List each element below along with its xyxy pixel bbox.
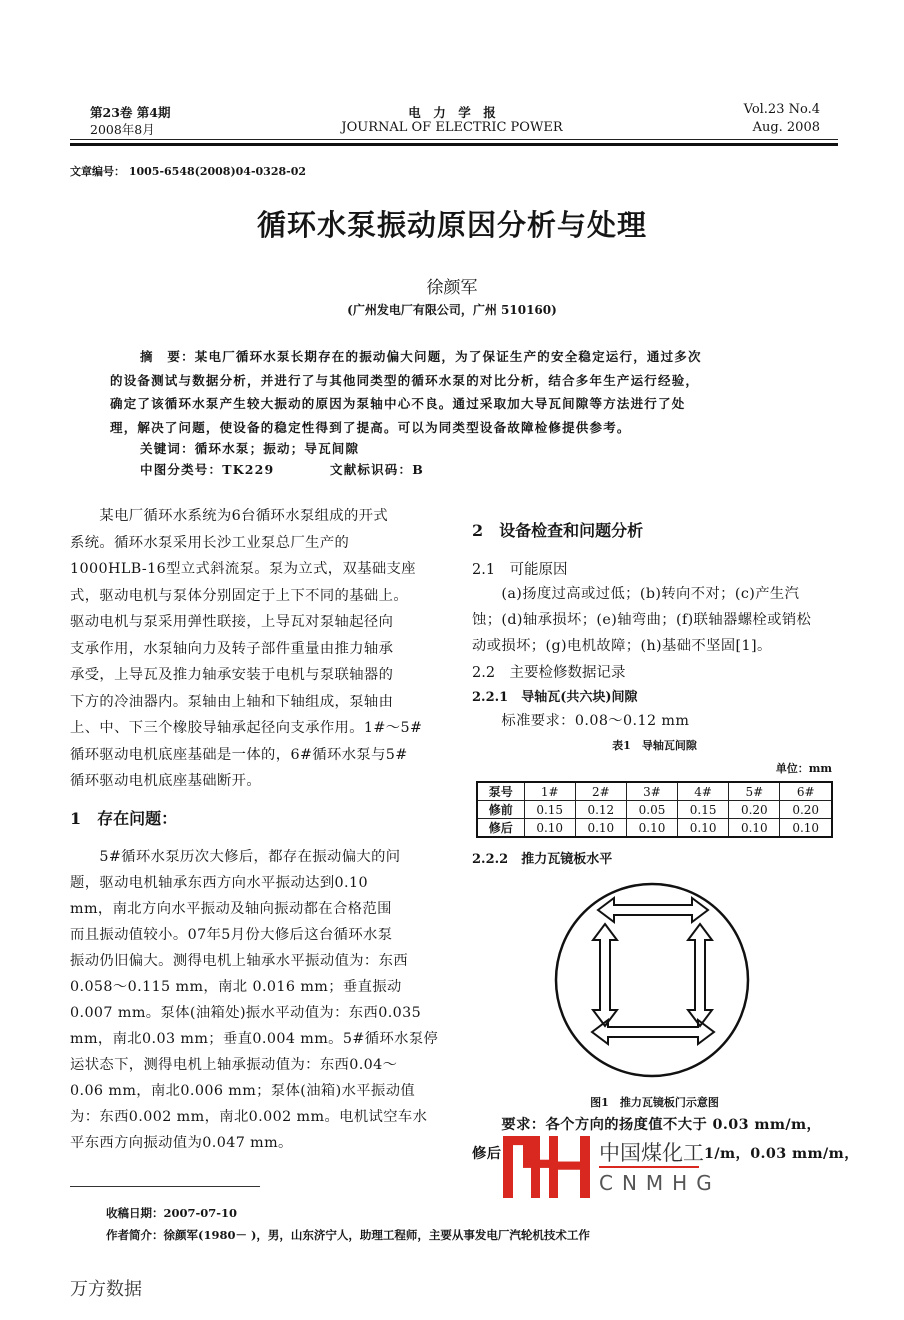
- table-cell: 修后: [477, 819, 524, 838]
- table-cell: 0.12: [575, 801, 626, 819]
- table-row: [477, 819, 832, 838]
- table-header-cell: 5#: [729, 782, 780, 801]
- section-2-heading: 2 设备检查和问题分析: [472, 521, 644, 540]
- body-text-line: 为：东西0.002 mm，南北0.002 mm。电机试空车水: [70, 1109, 428, 1125]
- body-text-line: 支承作用，水泵轴向力及转子部件重量由推力轴承: [70, 640, 394, 657]
- received-date: 收稿日期：2007-07-10: [106, 1206, 238, 1220]
- body-text-line: 驱动电机与泵采用弹性联接，上导瓦对泵轴起径向: [70, 614, 394, 630]
- body-text-line: 上、中、下三个橡胶导轴承起径向支承作用。1#～5#: [70, 720, 423, 736]
- body-text-line: 而且振动值较小。07年5月份大修后这台循环水泵: [70, 927, 393, 943]
- table-cell: 0.10: [780, 819, 832, 838]
- wanfang-data-mark: 万方数据: [70, 1279, 142, 1300]
- table-cell: 0.15: [524, 801, 575, 819]
- double-arrow-icon: [688, 924, 712, 1026]
- body-text-line: 某电厂循环水系统为6台循环水泵组成的开式: [70, 508, 389, 524]
- body-text-line: 式，驱动电机与泵体分别固定于上下不同的基础上。: [70, 587, 409, 604]
- table-header-cell: 泵号: [477, 782, 524, 801]
- table-cell: 修前: [477, 801, 524, 819]
- header-rule-thick: [70, 143, 838, 146]
- thrust-plate-circle: [556, 884, 748, 1076]
- table-cell: 0.15: [678, 801, 729, 819]
- affiliation: (广州发电厂有限公司，广州 510160): [347, 303, 557, 317]
- table-cell: 0.20: [780, 801, 832, 819]
- body-text-line: 振动仍旧偏大。测得电机上轴承水平振动值为：东西: [70, 953, 409, 969]
- after-repair-label: 修后: [472, 1146, 502, 1162]
- section-1-heading: 1 存在问题：: [70, 809, 178, 828]
- standard-requirement: 标准要求：0.08～0.12 mm: [472, 713, 690, 729]
- cnmhg-watermark-logo: [503, 1136, 721, 1198]
- body-text-line: 0.058～0.115 mm，南北 0.016 mm；垂直振动: [70, 979, 402, 995]
- table-cell: 0.10: [575, 819, 626, 838]
- table-header-row: [477, 782, 832, 801]
- figure-1-caption: 图1 推力瓦镜板门示意图: [590, 1096, 719, 1109]
- table-header-cell: 1#: [524, 782, 575, 801]
- footnote-rule: [70, 1186, 260, 1187]
- body-text-line: 平东西方向振动值为0.047 mm。: [70, 1135, 293, 1151]
- abstract-line: 的设备测试与数据分析，并进行了与其他同类型的循环水泵的对比分析，结合多年生产运行经验，: [110, 372, 700, 388]
- body-text-line: 循环驱动电机底座基础是一体的，6#循环水泵与5#: [70, 746, 408, 763]
- volume-en: Vol.23 No.4: [743, 102, 820, 117]
- section-2-2-1-heading: 2.2.1 导轴瓦(共六块)间隙: [472, 690, 638, 705]
- table-header-cell: 6#: [780, 782, 832, 801]
- table-cell: 0.10: [729, 819, 780, 838]
- after-repair-value: 1/m，0.03 mm/m，: [704, 1146, 859, 1162]
- table-1-unit: 单位：mm: [775, 762, 832, 775]
- double-arrow-icon: [592, 1020, 714, 1044]
- table-1: [476, 781, 833, 838]
- body-text-line: 题，驱动电机轴承东西方向水平振动达到0.10: [70, 875, 368, 891]
- figure-1-thrust-plate-diagram: [550, 880, 760, 1080]
- double-arrow-icon: [593, 924, 617, 1026]
- paper-title: 循环水泵振动原因分析与处理: [256, 208, 647, 242]
- journal-name-en: JOURNAL OF ELECTRIC POWER: [341, 120, 563, 135]
- abstract-line: 摘 要：某电厂循环水泵长期存在的振动偏大问题，为了保证生产的安全稳定运行，通过多次: [140, 349, 702, 364]
- classification-number: 中图分类号：TK229: [140, 462, 275, 477]
- body-text-line: 5#循环水泵历次大修后，都存在振动偏大的问: [70, 849, 401, 865]
- article-id: 文章编号： 1005-6548(2008)04-0328-02: [70, 165, 307, 178]
- body-text-line: 动或损坏；(g)电机故障；(h)基础不坚固[1]。: [472, 638, 772, 654]
- document-code: 文献标识码：B: [330, 462, 424, 477]
- date-en: Aug. 2008: [752, 120, 820, 135]
- body-text-line: (a)扬度过高或过低；(b)转向不对；(c)产生汽: [472, 586, 800, 602]
- abstract-line: 确定了该循环水泵产生较大振动的原因为泵轴中心不良。通过采取加大导瓦间隙等方法进行了处: [110, 396, 686, 411]
- body-text-line: 蚀；(d)轴承损坏；(e)轴弯曲；(f)联轴器螺栓或销松: [472, 612, 812, 628]
- table-row: [477, 801, 832, 819]
- section-2-2-heading: 2.2 主要检修数据记录: [472, 665, 626, 681]
- author-bio: 作者简介：徐颜军(1980－ )，男，山东济宁人，助理工程师，主要从事发电厂汽轮机技术工作: [106, 1228, 590, 1242]
- table-header-cell: 2#: [575, 782, 626, 801]
- table-cell: 0.10: [678, 819, 729, 838]
- logo-text-en: CNMHG: [599, 1171, 721, 1195]
- abstract-line: 理，解决了问题，使设备的稳定性得到了提高。可以为同类型设备故障检修提供参考。: [110, 419, 631, 435]
- body-text-line: 下方的冷油器内。泵轴由上轴和下轴组成，泵轴由: [70, 693, 394, 710]
- requirement-line: 要求：各个方向的扬度值不大于 0.03 mm/m，: [472, 1117, 822, 1133]
- keywords: 关键词：循环水泵；振动；导瓦间隙: [140, 441, 360, 456]
- body-text-line: 系统。循环水泵采用长沙工业泵总厂生产的: [70, 534, 350, 551]
- body-text-line: 承受，上导瓦及推力轴承安装于电机与泵联轴器的: [70, 667, 394, 683]
- logo-underline: [599, 1166, 699, 1168]
- table-header-cell: 4#: [678, 782, 729, 801]
- mh-logo-icon: [503, 1136, 593, 1198]
- author: 徐颜军: [426, 278, 478, 298]
- table-cell: 0.10: [524, 819, 575, 838]
- double-arrow-icon: [598, 898, 708, 922]
- body-text-line: 0.06 mm，南北0.006 mm；泵体(油箱)水平振动值: [70, 1083, 416, 1099]
- logo-text-cn: 中国煤化工: [599, 1137, 704, 1167]
- table-cell: 0.20: [729, 801, 780, 819]
- body-text-line: 运状态下，测得电机上轴承振动值为：东西0.04～: [70, 1057, 398, 1073]
- volume-issue: 第23卷 第4期: [90, 105, 171, 120]
- table-cell: 0.05: [626, 801, 677, 819]
- table-1-caption: 表1 导轴瓦间隙: [612, 739, 697, 752]
- body-text-line: 0.007 mm。泵体(油箱处)振水平动值为：东西0.035: [70, 1005, 422, 1021]
- issue-date: 2008年8月: [90, 122, 155, 137]
- table-cell: 0.10: [626, 819, 677, 838]
- body-text-line: mm，南北0.03 mm；垂直0.004 mm。5#循环水泵停: [70, 1031, 439, 1047]
- journal-name-cn: 电 力 学 报: [408, 105, 496, 120]
- body-text-line: mm，南北方向水平振动及轴向振动都在合格范围: [70, 901, 392, 917]
- body-text-line: 1000HLB-16型立式斜流泵。泵为立式，双基础支座: [70, 561, 416, 577]
- table-header-cell: 3#: [626, 782, 677, 801]
- section-2-2-2-heading: 2.2.2 推力瓦镜板水平: [472, 852, 613, 867]
- header-rule: [70, 139, 838, 140]
- section-2-1-heading: 2.1 可能原因: [472, 562, 568, 578]
- body-text-line: 循环驱动电机底座基础断开。: [70, 773, 262, 789]
